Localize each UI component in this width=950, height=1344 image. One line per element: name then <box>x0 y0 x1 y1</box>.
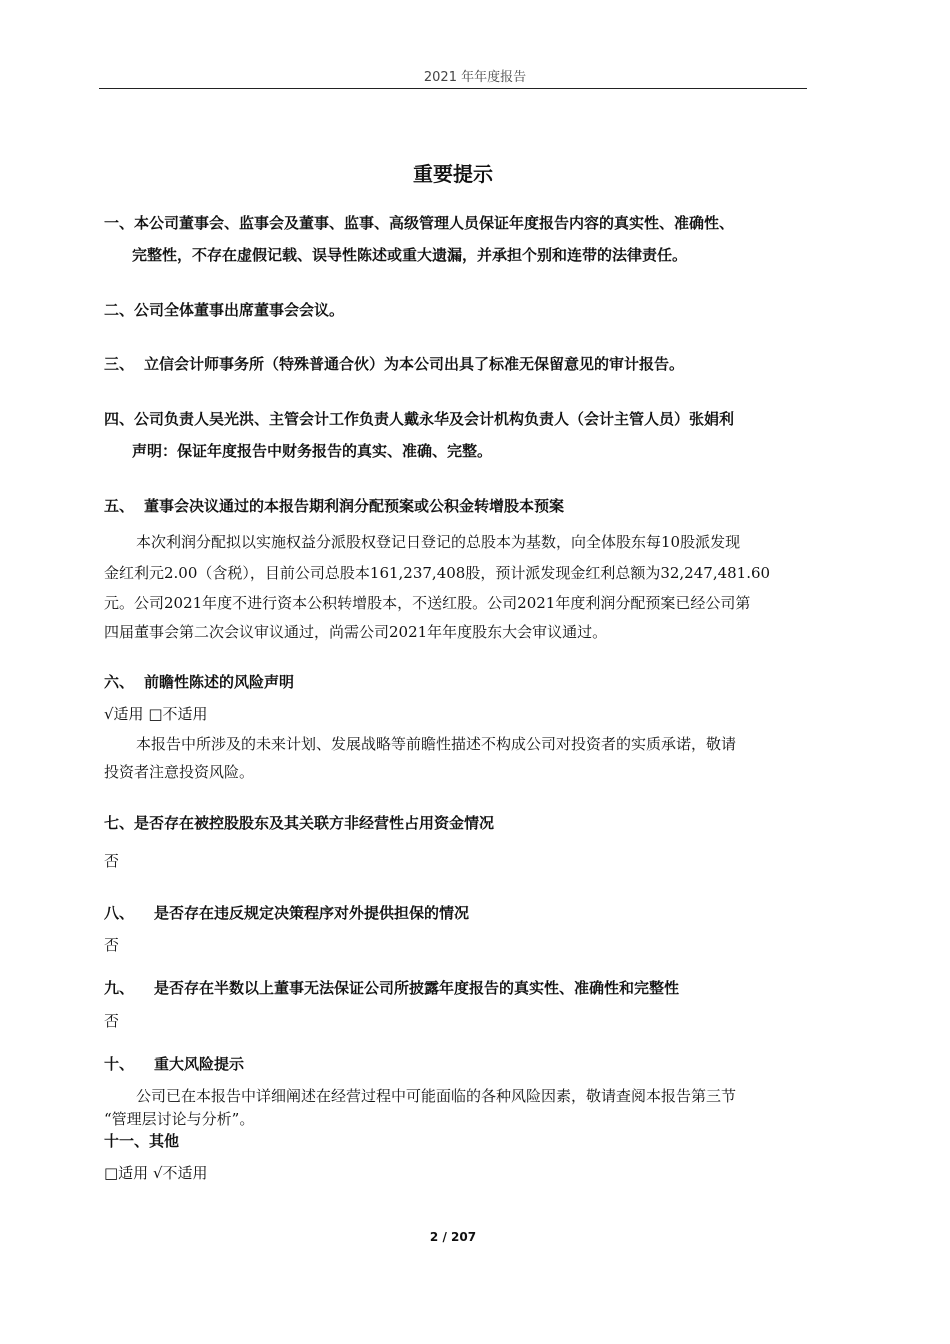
item-5-num: 五、 <box>104 497 135 515</box>
item-2: 二、公司全体董事出席董事会会议。 <box>104 301 345 319</box>
running-header: 2021 年年度报告 <box>423 70 527 85</box>
item-5-body-1: 本次利润分配拟以实施权益分派股权登记日登记的总股本为基数，向全体股东每10股派发现 <box>136 533 741 551</box>
item-10-heading: 重大风险提示 <box>154 1055 245 1073</box>
item-9-answer: 否 <box>104 1012 120 1030</box>
item-5-heading: 董事会决议通过的本报告期利润分配预案或公积金转增股本预案 <box>144 497 565 515</box>
item-10-body-2: “管理层讨论与分析”。 <box>104 1110 255 1128</box>
item-1-line1: 一、本公司董事会、监事会及董事、监事、高级管理人员保证年度报告内容的真实性、准确性、 <box>104 214 735 232</box>
item-8-num: 八、 <box>104 904 135 922</box>
item-5-body-2: 金红利元2.00（含税），目前公司总股本161,237,408股，预计派发现金红利总额为32,247,481.60 <box>104 564 771 582</box>
item-7-heading: 七、是否存在被控股股东及其关联方非经营性占用资金情况 <box>104 814 495 832</box>
item-4-line2: 声明：保证年度报告中财务报告的真实、准确、完整。 <box>132 442 493 460</box>
item-6-num: 六、 <box>104 673 135 691</box>
item-6-body-1: 本报告中所涉及的未来计划、发展战略等前瞻性描述不构成公司对投资者的实质承诺，敬请 <box>136 735 737 753</box>
item-11-heading: 十一、其他 <box>104 1132 180 1150</box>
item-6-choice: √适用 □不适用 <box>104 705 208 723</box>
item-9-heading: 是否存在半数以上董事无法保证公司所披露年度报告的真实性、准确性和完整性 <box>154 979 680 997</box>
header-rule <box>99 88 807 89</box>
item-10-body-1: 公司已在本报告中详细阐述在经营过程中可能面临的各种风险因素，敬请查阅本报告第三节 <box>136 1087 737 1105</box>
item-8-heading: 是否存在违反规定决策程序对外提供担保的情况 <box>154 904 470 922</box>
item-1-line2: 完整性，不存在虚假记载、误导性陈述或重大遗漏，并承担个别和连带的法律责任。 <box>132 246 688 264</box>
item-7-answer: 否 <box>104 852 120 870</box>
item-8-answer: 否 <box>104 936 120 954</box>
page-number: 2 / 207 <box>429 1230 477 1244</box>
item-3-num: 三、 <box>104 355 135 373</box>
item-5-body-3: 元。公司2021年度不进行资本公积转增股本，不送红股。公司2021年度利润分配预案已经公司第 <box>104 594 751 612</box>
item-4-line1: 四、公司负责人吴光洪、主管会计工作负责人戴永华及会计机构负责人（会计主管人员）张娟利 <box>104 410 735 428</box>
item-5-body-4: 四届董事会第二次会议审议通过，尚需公司2021年年度股东大会审议通过。 <box>104 623 608 641</box>
item-6-body-2: 投资者注意投资风险。 <box>104 763 255 781</box>
item-6-heading: 前瞻性陈述的风险声明 <box>144 673 295 691</box>
page-title: 重要提示 <box>413 162 493 186</box>
item-10-num: 十、 <box>104 1055 135 1073</box>
item-3-text: 立信会计师事务所（特殊普通合伙）为本公司出具了标准无保留意见的审计报告。 <box>144 355 685 373</box>
item-11-choice: □适用 √不适用 <box>104 1164 208 1182</box>
item-9-num: 九、 <box>104 979 135 997</box>
